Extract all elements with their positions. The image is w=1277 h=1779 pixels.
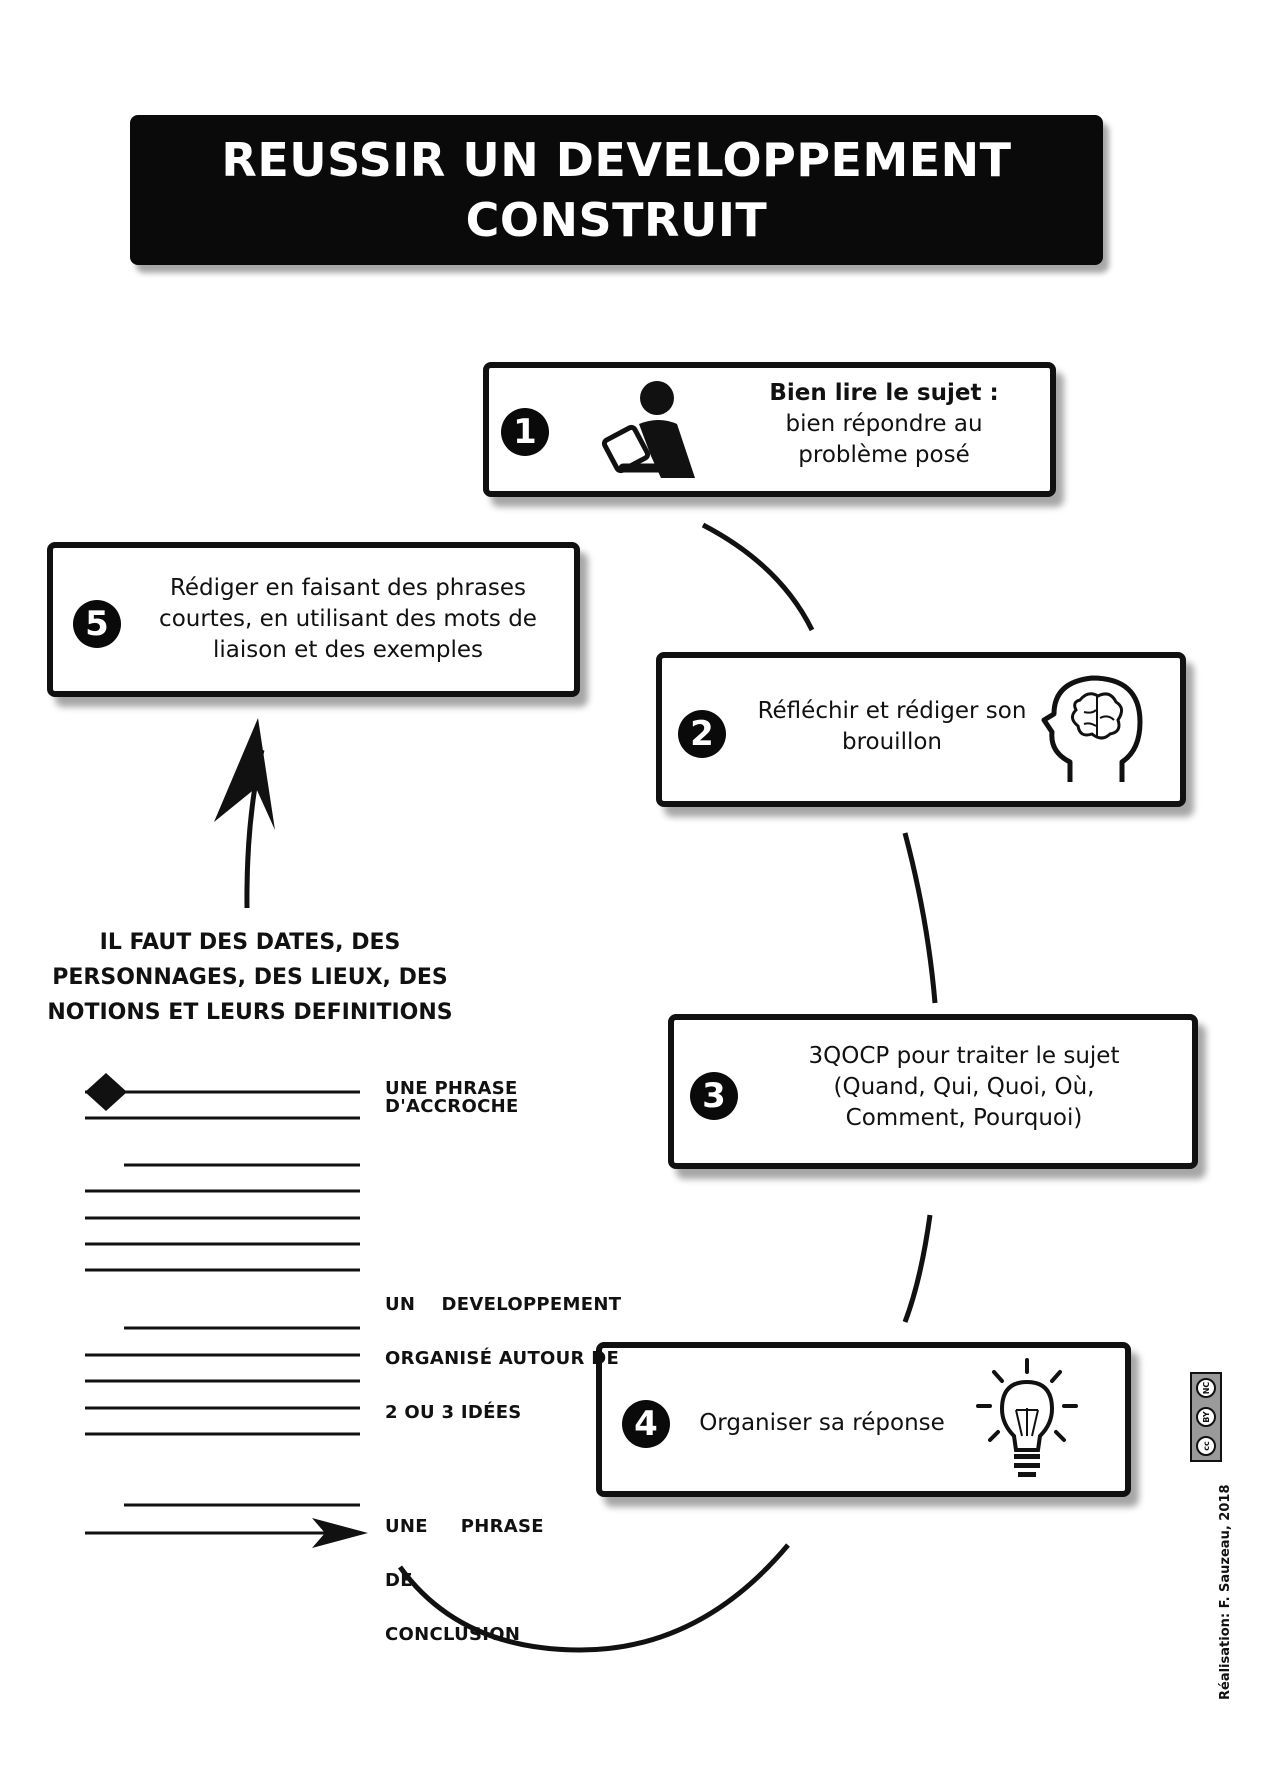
step-1-title: Bien lire le sujet :: [769, 380, 999, 406]
label-conclusion-line-3: CONCLUSION: [385, 1624, 521, 1645]
connector-1-2: [703, 525, 812, 630]
step-2-line-1: Réfléchir et rédiger son: [757, 698, 1027, 724]
step-4-text: [692, 1408, 952, 1439]
step-1-box: [483, 362, 1056, 497]
step-3-number: 3: [690, 1072, 738, 1120]
label-development-line-2: ORGANISÉ AUTOUR DE: [385, 1348, 620, 1369]
step-3-box: [668, 1014, 1198, 1169]
step-5-line-2: courtes, en utilisant des mots de: [159, 606, 537, 632]
connector-3-4: [905, 1215, 930, 1322]
step-3-line-2: (Quand, Qui, Quoi, Où,: [833, 1074, 1095, 1100]
facts-note: [40, 925, 460, 1030]
title-line-1: REUSSIR UN DEVELOPPEMENT: [221, 133, 1012, 187]
cc-nc-icon: NC: [1196, 1378, 1216, 1398]
cc-logo-icon: cc: [1196, 1436, 1216, 1456]
step-1-line-2: problème posé: [798, 442, 970, 468]
step-3-text: [764, 1041, 1164, 1134]
person-reading-icon: [599, 376, 709, 486]
paragraph-structure-lines: [85, 1092, 360, 1533]
label-development-line-1: UN DEVELOPPEMENT: [385, 1294, 622, 1315]
hook-diamond: [85, 1073, 127, 1111]
label-hook-line-2: D'ACCROCHE: [385, 1096, 519, 1117]
step-4-number: 4: [622, 1400, 670, 1448]
cc-by-icon: BY: [1196, 1407, 1216, 1427]
step-4-box: [596, 1342, 1131, 1497]
step-2-text: [742, 696, 1042, 758]
step-2-box: [656, 652, 1186, 807]
label-development: [385, 1260, 621, 1440]
label-development-line-3: 2 OU 3 IDÉES: [385, 1402, 522, 1423]
step-3-line-1: 3QOCP pour traiter le sujet: [808, 1043, 1120, 1069]
facts-line-1: IL FAUT DES DATES, DES: [99, 930, 401, 955]
step-1-number: 1: [501, 408, 549, 456]
step-1-text: [754, 378, 1014, 471]
credit-text: Réalisation: F. Sauzeau, 2018: [1218, 1484, 1233, 1700]
step-5-number: 5: [73, 600, 121, 648]
lightbulb-icon: [972, 1354, 1082, 1484]
step-1-line-1: bien répondre au: [785, 411, 983, 437]
step-5-text: [138, 573, 558, 666]
arrow-head-up: [214, 718, 275, 830]
facts-line-2: PERSONNAGES, DES LIEUX, DES: [52, 965, 448, 990]
step-5-line-1: Rédiger en faisant des phrases: [169, 575, 527, 601]
label-conclusion: [385, 1482, 544, 1662]
label-conclusion-line-2: DE: [385, 1570, 413, 1591]
step-5-box: [47, 542, 580, 697]
facts-line-3: NOTIONS ET LEURS DEFINITIONS: [47, 1000, 453, 1025]
label-hook-line-1: UNE PHRASE: [385, 1078, 518, 1099]
step-2-line-2: brouillon: [841, 729, 943, 755]
connector-2-3: [905, 833, 935, 1003]
label-hook: [385, 1080, 519, 1116]
label-conclusion-line-1: UNE PHRASE: [385, 1516, 544, 1537]
step-5-line-3: liaison et des exemples: [212, 637, 484, 663]
step-3-line-3: Comment, Pourquoi): [845, 1105, 1083, 1131]
head-brain-icon: [1040, 670, 1150, 790]
cc-license-badge: [1190, 1372, 1222, 1462]
step-2-number: 2: [678, 710, 726, 758]
title-line-2: CONSTRUIT: [465, 193, 768, 247]
step-4-line-1: Organiser sa réponse: [699, 1410, 945, 1436]
